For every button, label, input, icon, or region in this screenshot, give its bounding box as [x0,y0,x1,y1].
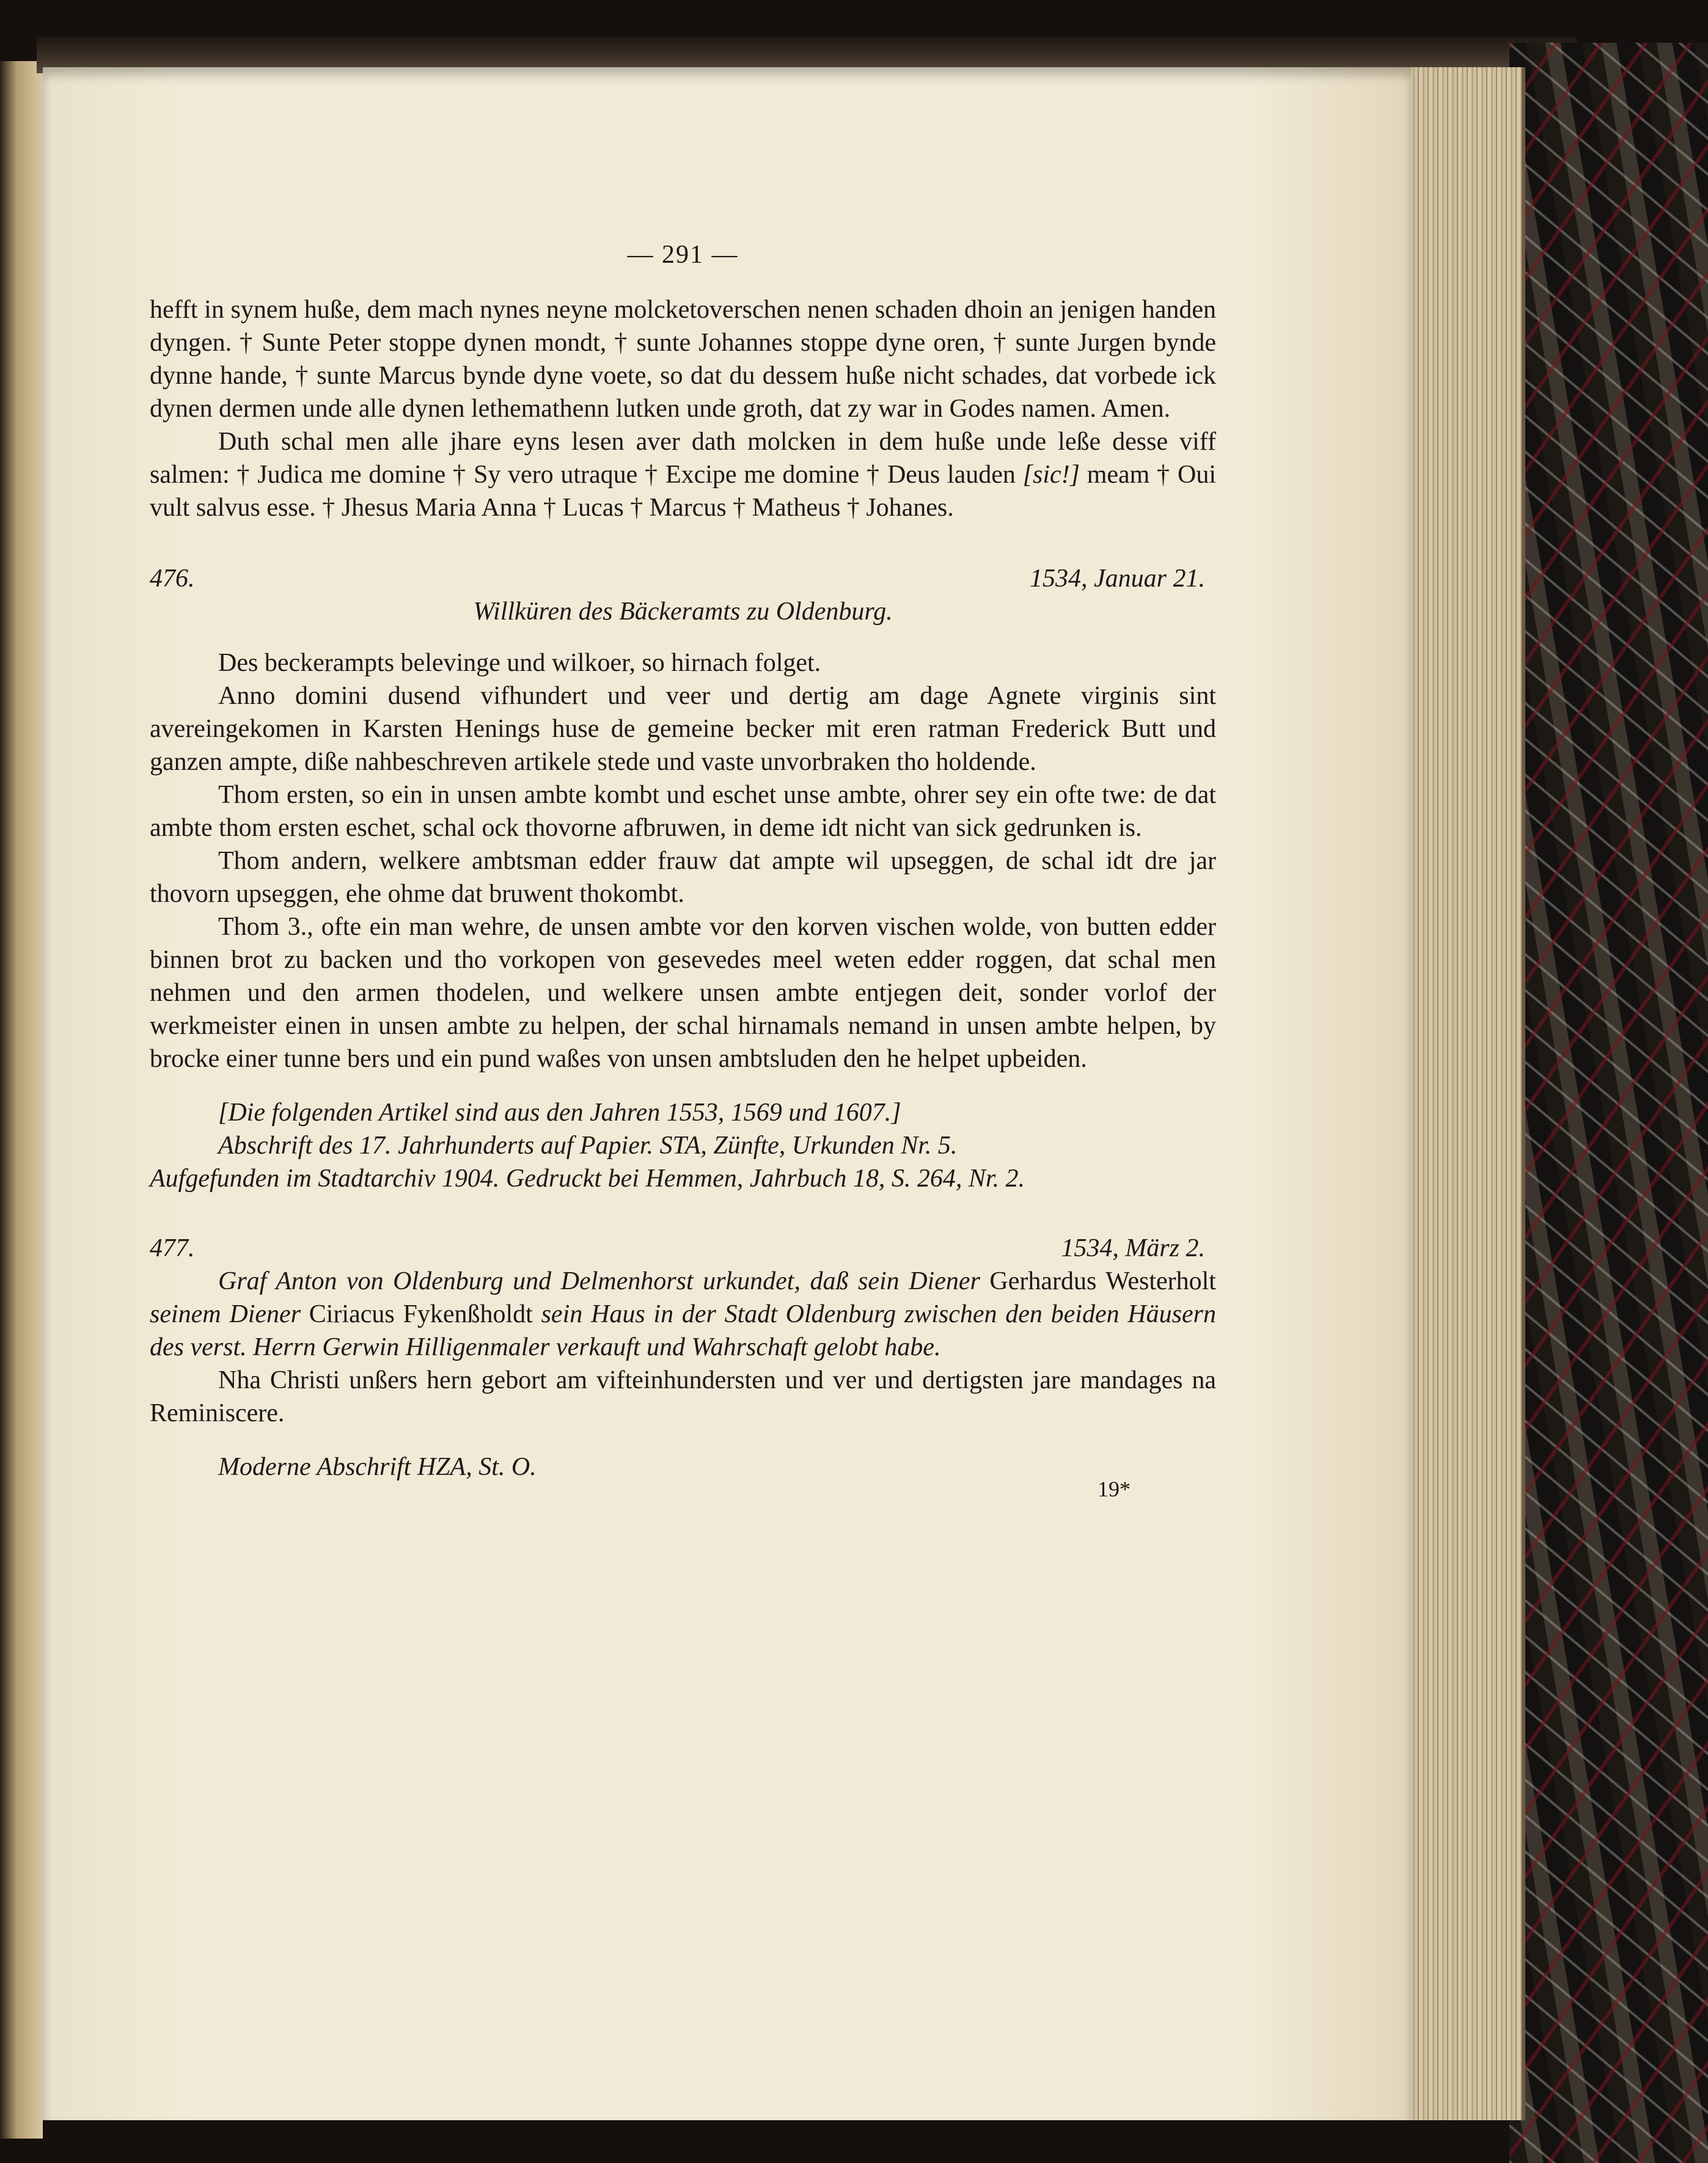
left-page-edge [0,61,43,2139]
body-paragraph: Thom andern, welkere ambtsman edder frauw dat ampte wil upseggen, de schal idt dre jar thovorn upseggen, ehe ohme dat bruwent thokombt. [150,847,1216,908]
editorial-note: [Die folgenden Artikel sind aus den Jahren 1553, 1569 und 1607.] [218,1099,901,1127]
document-number: 477. [150,1234,195,1262]
book-page [43,67,1412,2120]
document-date: 1534, Januar 21. [1030,565,1205,593]
body-paragraph: Nha Christi unßers hern gebort am vifteinhundersten und ver und dertigsten jare mandages na Reminiscere. [150,1366,1216,1427]
sic-mark: [sic!] [1022,461,1080,489]
intro-paragraph: hefft in synem huße, dem mach nynes neyne molcketoverschen nenen schaden dhoin an jenigen handen dyngen. † Sunte Peter stoppe dynen mondt, † sunte Johannes stoppe dyne oren, † sunte Jurgen bynde dynne hande, † sunte Marcus bynde dyne voete, so dat du dessem huße nicht schades, dat vorbede ick dynen dermen unde alle dynen lethemathenn lutken unde groth, dat zy war in Godes namen. Amen. [150,296,1216,423]
document-476-header [150,562,1216,595]
body-paragraph: Des beckerampts belevinge und wilkoer, so hirnach folget. [218,649,821,677]
document-date: 1534, März 2. [1061,1234,1205,1262]
body-paragraph: Thom 3., ofte ein man wehre, de unsen ambte vor den korven vischen wolde, von butten edder binnen brot zu backen und tho vorkopen von gesevedes meel weten edder roggen, dat schal men nehmen und den armen thodelen, und welkere unsen ambte entjegen deit, sonder vorlof der werkmeister einen in unsen ambte zu helpen, der schal hirnamals nemand in unsen ambte helpen, by brocke einer tunne bers und ein pund waßes von unsen ambtsluden den he helpet upbeiden. [150,913,1216,1073]
source-note-2: Aufgefunden im Stadtarchiv 1904. Gedruckt bei Hemmen, Jahrbuch 18, S. 264, Nr. 2. [150,1165,1025,1193]
regest-part: Graf Anton von Oldenburg und Delmenhorst urkundet, daß sein Diener [218,1267,990,1295]
body-paragraph: Anno domini dusend vifhundert und veer und dertig am dage Agnete virginis sint avereingekomen in Karsten Henings huse de gemeine becker mit eren ratman Frederick Butt und ganzen ampte, diße nahbeschreven artikele stede und vaste unvorbraken tho holdende. [150,682,1216,776]
page-text [150,238,1216,1506]
source-note: Moderne Abschrift HZA, St. O. [218,1453,537,1481]
intro-text-b: meam † Oui vult salvus esse. † Jhesus Maria Anna † Lucas † Marcus † Matheus † Johanes. [150,461,1216,522]
regest-name: Gerhardus Westerholt [989,1267,1216,1295]
page-edges [1399,67,1525,2120]
intro-text-a: Duth schal men alle jhare eyns lesen aver dath molcken in dem huße unde leße desse viff salmen: † Judica me domine † Sy vero utraque † Excipe me domine † Deus lauden [150,428,1216,489]
regest-paragraph [150,1265,1216,1364]
source-note: Abschrift des 17. Jahrhunderts auf Papier. STA, Zünfte, Urkunden Nr. 5. [218,1132,958,1160]
intro-paragraph-2 [150,425,1216,524]
regest-part: sein Haus in der Stadt Oldenburg zwischen den beiden Häusern des verst. Herrn Gerwin Hilligenmaler verkauft und Wahrschaft gelobt habe. [150,1300,1216,1361]
document-title: Willküren des Bäckeramts zu Oldenburg. [473,598,893,626]
marbled-cover [1509,43,1708,2163]
body-paragraph: Thom ersten, so ein in unsen ambte kombt und eschet unse ambte, ohrer sey ein ofte twe: de dat ambte thom ersten eschet, schal ock thovorne afbruwen, in deme idt nicht van sick gedrunken is. [150,781,1216,842]
signature-mark: 19* [1098,1477,1131,1501]
page-number: — 291 — [627,241,739,269]
document-477-header [150,1232,1216,1265]
document-number: 476. [150,565,195,593]
regest-part: seinem Diener [150,1300,309,1328]
regest-name: Ciriacus Fykenßholdt [309,1300,533,1328]
